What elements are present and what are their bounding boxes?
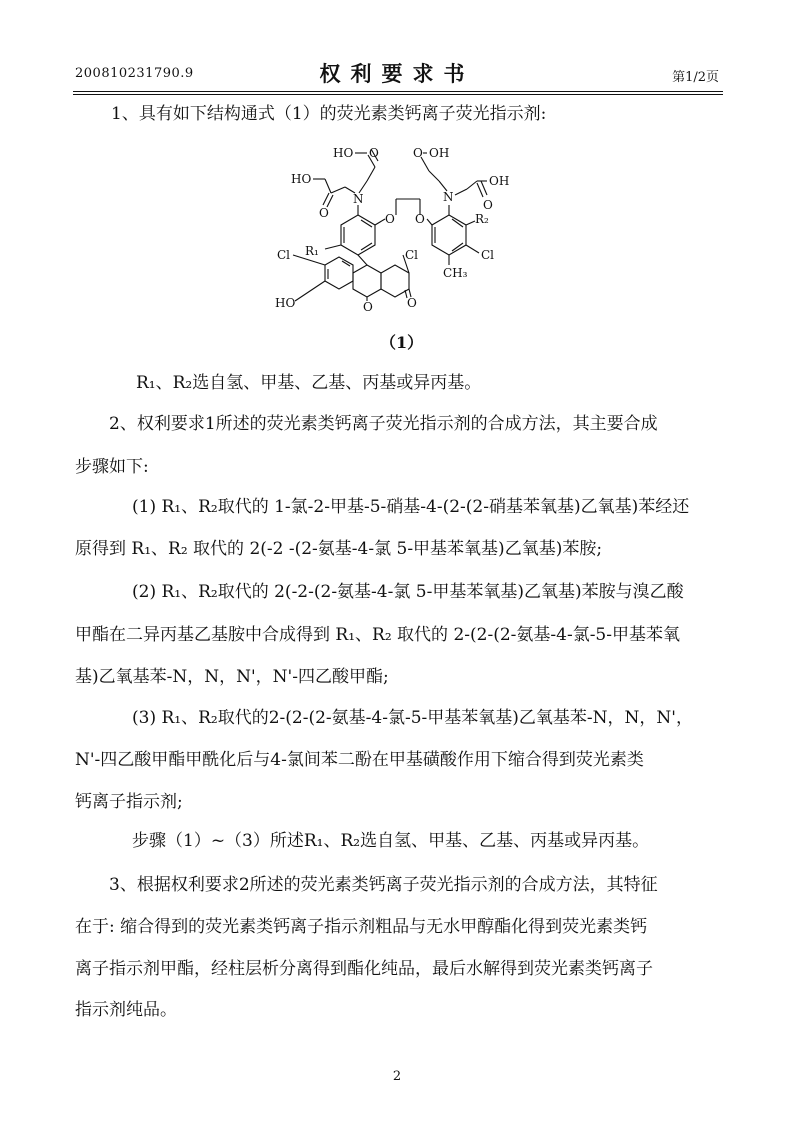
page-label: 第1/2页	[672, 70, 719, 85]
page-header	[75, 58, 719, 88]
label-o-right: O	[415, 212, 425, 226]
page-number: 2	[392, 1069, 402, 1084]
label-ch3: CH₃	[443, 266, 468, 280]
header-rule-thin	[73, 94, 723, 95]
document-title: 权利要求书	[319, 61, 475, 86]
label-o-2: O	[319, 206, 329, 220]
label-cl-ring: Cl	[481, 248, 495, 262]
header-rule	[73, 91, 723, 92]
label-o-4: O	[483, 198, 493, 212]
label-r2: R₂	[475, 212, 489, 226]
label-ho: HO	[333, 146, 354, 160]
label-o-left: O	[385, 212, 395, 226]
label-oh: OH	[429, 146, 450, 160]
label-oh-2: OH	[489, 174, 510, 188]
label-ho-xan: HO	[275, 296, 296, 310]
label-ho-2: HO	[291, 172, 312, 186]
label-o-keto: O	[407, 296, 417, 310]
label-n-left: N	[353, 192, 364, 206]
label-cl-right: Cl	[405, 248, 419, 262]
chemical-structure-formula-1	[255, 135, 545, 325]
label-cl-left: Cl	[277, 248, 291, 262]
application-number: 200810231790.9	[75, 66, 194, 81]
formula-caption: （1）	[380, 333, 424, 352]
label-o: O	[369, 146, 379, 160]
label-r1: R₁	[305, 244, 319, 258]
label-n-right: N	[443, 190, 454, 204]
label-o-3: O	[413, 146, 423, 160]
label-o-ring: O	[363, 300, 373, 314]
